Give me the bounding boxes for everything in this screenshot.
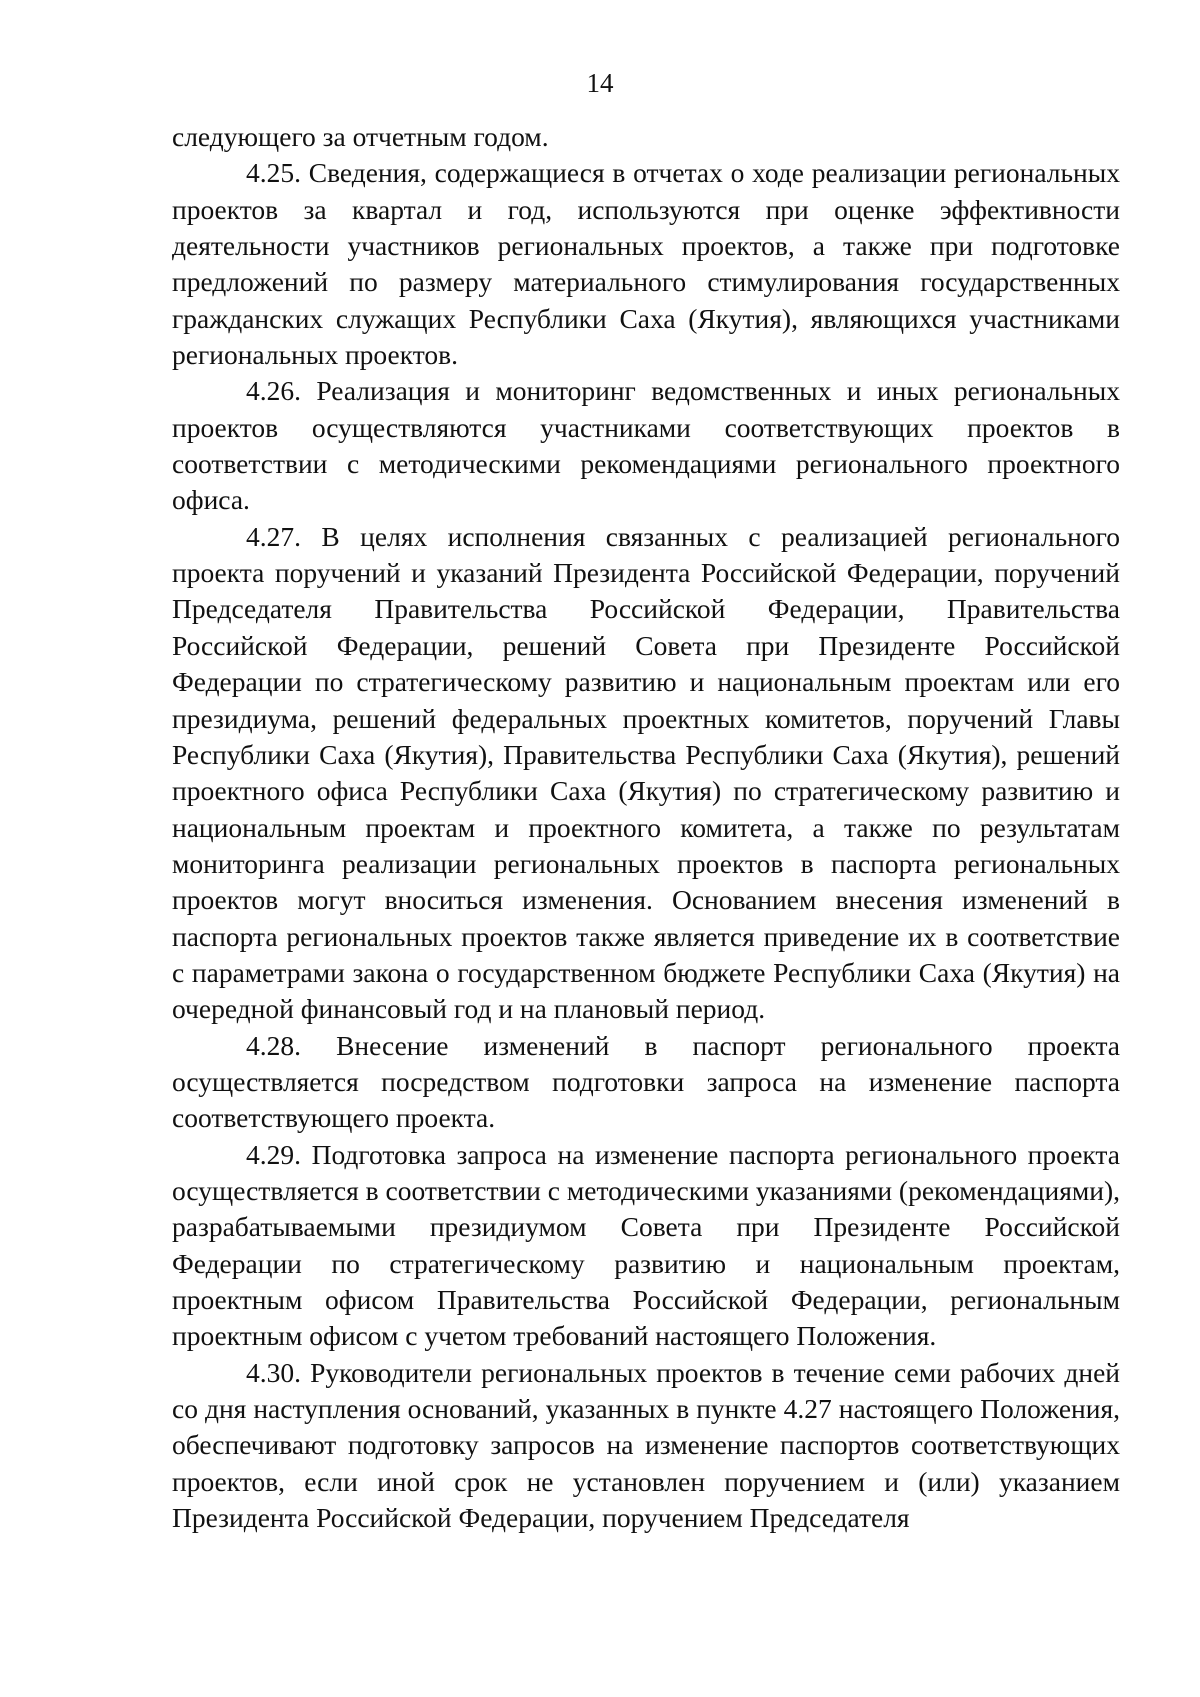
- paragraph-4-28: 4.28. Внесение изменений в паспорт регионального проекта осуществляется посредством подготовки запроса на изменение паспорта соответствующего проекта.: [172, 1029, 1120, 1134]
- paragraph-4-29: 4.29. Подготовка запроса на изменение паспорта регионального проекта осуществляется в соответствии с методическими указаниями (рекомендациями), разрабатываемыми президиумом Совета при Президенте Российской Федерации по стратегическому развитию и национальным проектам, проектным офисом Правительства Российской Федерации, региональным проектным офисом с учетом требований настоящего Положения.: [172, 1138, 1120, 1352]
- paragraph-4-30: 4.30. Руководители региональных проектов в течение семи рабочих дней со дня наступления оснований, указанных в пункте 4.27 настоящего Положения, обеспечивают подготовку запросов на изменение паспортов соответствующих проектов, если иной срок не установлен поручением и (или) указанием Президента Российской Федерации, поручением Председателя: [172, 1356, 1120, 1534]
- document-body: [172, 119, 1120, 1536]
- paragraph-4-27: 4.27. В целях исполнения связанных с реализацией регионального проекта поручений и указаний Президента Российской Федерации, поручений Председателя Правительства Российской Федерации, Правительства Российской Федерации, решений Совета при Президенте Российской Федерации по стратегическому развитию и национальным проектам или его президиума, решений федеральных проектных комитетов, поручений Главы Республики Саха (Якутия), Правительства Республики Саха (Якутия), решений проектного офиса Республики Саха (Якутия) по стратегическому развитию и национальным проектам и проектного комитета, а также по результатам мониторинга реализации региональных проектов в паспорта региональных проектов могут вноситься изменения. Основанием внесения изменений в паспорта региональных проектов также является приведение их в соответствие с параметрами закона о государственном бюджете Республики Саха (Якутия) на очередной финансовый год и на плановый период.: [172, 520, 1120, 1025]
- page-number: 14: [586, 68, 614, 98]
- paragraph-continuation: следующего за отчетным годом.: [172, 121, 549, 152]
- paragraph-4-26: 4.26. Реализация и мониторинг ведомственных и иных региональных проектов осуществляются участниками соответствующих проектов в соответствии с методическими рекомендациями регионального проектного офиса.: [172, 375, 1120, 516]
- paragraph-4-25: 4.25. Сведения, содержащиеся в отчетах о ходе реализации региональных проектов за квартал и год, используются при оценке эффективности деятельности участников региональных проектов, а также при подготовке предложений по размеру материального стимулирования государственных гражданских служащих Республики Саха (Якутия), являющихся участниками региональных проектов.: [172, 157, 1120, 371]
